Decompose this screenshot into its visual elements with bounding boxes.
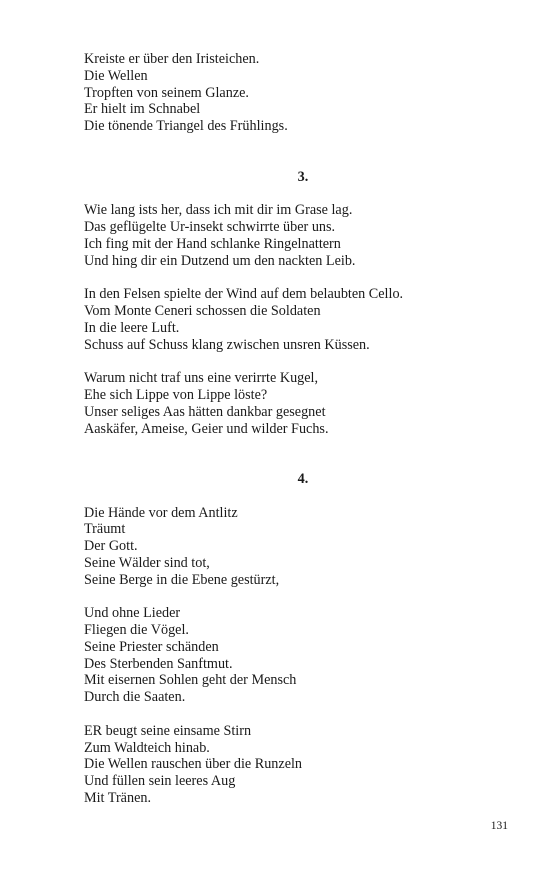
poem-line: Das geflügelte Ur-insekt schwirrte über uns. <box>84 218 336 235</box>
poem-line: Ich fing mit der Hand schlanke Ringelnattern <box>84 235 341 252</box>
poem-line: Zum Waldteich hinab. <box>84 739 210 756</box>
stanza-3-3 <box>84 370 514 437</box>
section-gap <box>84 454 514 471</box>
poem-line: Vom Monte Ceneri schossen die Soldaten <box>84 302 321 319</box>
poem-line: Die Wellen <box>84 67 148 84</box>
poem-line: Die Hände vor dem Antlitz <box>84 504 238 521</box>
poem-line: Seine Berge in die Ebene gestürzt, <box>84 571 280 588</box>
poem-line: Tropften von seinem Glanze. <box>84 84 249 101</box>
poem-line: In die leere Luft. <box>84 319 180 336</box>
poem-line: Und hing dir ein Dutzend um den nackten Leib. <box>84 252 356 269</box>
poem-line: Er hielt im Schnabel <box>84 101 201 118</box>
poem-line: Und ohne Lieder <box>84 605 181 622</box>
stanza-4-2 <box>84 605 514 706</box>
poem-line: Des Sterbenden Sanftmut. <box>84 655 233 672</box>
stanza-4-3 <box>84 723 514 807</box>
poem-line: Ehe sich Lippe von Lippe löste? <box>84 386 268 403</box>
poem-line: Die Wellen rauschen über die Runzeln <box>84 756 303 773</box>
poem-line: Kreiste er über den Iristeichen. <box>84 51 260 67</box>
poem-line: Träumt <box>84 521 126 538</box>
poem-line: Die tönende Triangel des Frühlings. <box>84 118 288 135</box>
poem-line: Durch die Saaten. <box>84 689 186 706</box>
section-number-4: 4. <box>297 470 309 487</box>
poem-line: Mit Tränen. <box>84 790 152 807</box>
poem-line: Wie lang ists her, dass ich mit dir im Grase lag. <box>84 202 353 219</box>
stanza-intro-1 <box>84 51 514 135</box>
poem-line: Seine Wälder sind tot, <box>84 554 210 571</box>
section-number-3: 3. <box>297 168 309 185</box>
poem-line: Warum nicht traf uns eine verirrte Kugel, <box>84 370 319 387</box>
poem-line: Seine Priester schänden <box>84 638 219 655</box>
poem-line: In den Felsen spielte der Wind auf dem belaubten Cello. <box>84 286 404 303</box>
poem-line: Und füllen sein leeres Aug <box>84 773 236 790</box>
page-number: 131 <box>490 820 508 832</box>
stanza-4-1 <box>84 505 514 589</box>
poem-line: Mit eisernen Sohlen geht der Mensch <box>84 672 297 689</box>
poem-line: Schuss auf Schuss klang zwischen unsren Küssen. <box>84 336 370 353</box>
poem-text <box>84 51 514 824</box>
poem-line: ER beugt seine einsame Stirn <box>84 722 252 739</box>
stanza-3-2 <box>84 286 514 353</box>
section-gap <box>84 152 514 169</box>
poem-line: Aaskäfer, Ameise, Geier und wilder Fuchs. <box>84 420 329 437</box>
poem-line: Der Gott. <box>84 538 138 555</box>
poem-line: Fliegen die Vögel. <box>84 622 189 639</box>
poem-line: Unser seliges Aas hätten dankbar gesegnet <box>84 403 326 420</box>
stanza-3-1 <box>84 202 514 269</box>
